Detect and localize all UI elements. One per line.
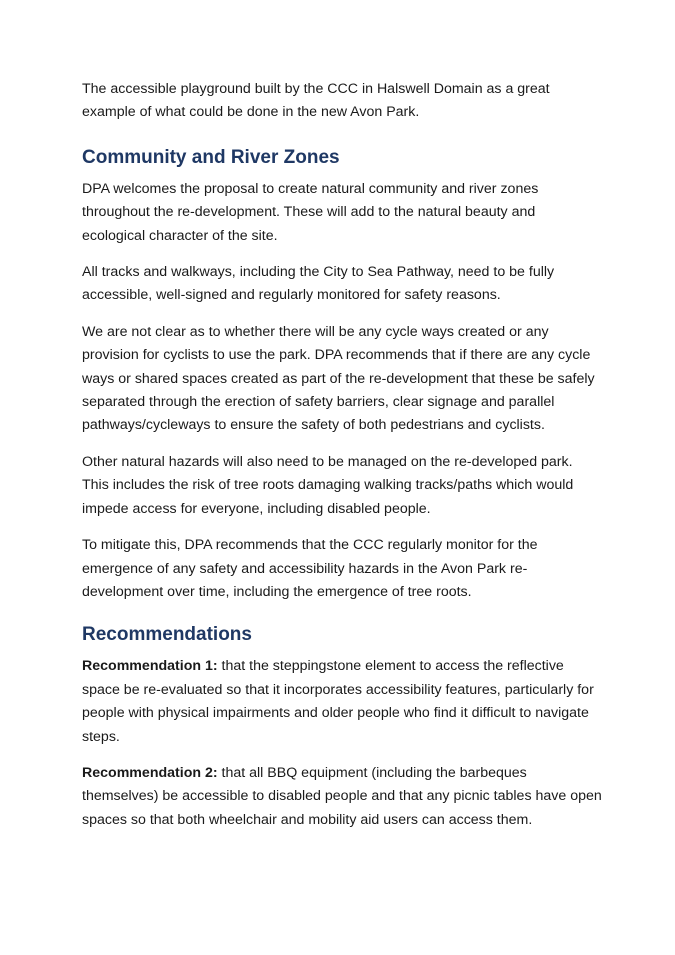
paragraph-cycle-ways: We are not clear as to whether there will be any cycle ways created or any provision for cyclists to use the park. DPA recommends that if there are any cycle ways or shared spaces created as part of the re-development that these be safely separated through the erection of safety barriers, clear signage and parallel pathways/cycleways to ensure the safety of both pedestrians and cyclists. [82,323,595,434]
intro-paragraph: The accessible playground built by the CCC in Halswell Domain as a great example of what could be done in the new Avon Park. [82,81,550,121]
paragraph-mitigation: To mitigate this, DPA recommends that the CCC regularly monitor for the emergence of any safety and accessibility hazards in the Avon Park re-development over time, including the emergence of tree roots. [82,537,538,600]
recommendation-1 [82,655,602,749]
paragraph-zones-proposal: DPA welcomes the proposal to create natural community and river zones throughout the re-development. These will add to the natural beauty and ecological character of the site. [82,180,539,244]
recommendation-2-label: Recommendation 2: [82,764,218,781]
document-page [82,78,602,845]
recommendation-2-text: that all BBQ equipment (including the barbeques themselves) be accessible to disabled people and that any picnic tables have open spaces so that both wheelchair and mobility aid users can access them. [82,764,602,828]
recommendation-1-label: Recommendation 1: [82,658,218,675]
paragraph-tracks-walkways: All tracks and walkways, including the City to Sea Pathway, need to be fully accessible, well-signed and regularly monitored for safety reasons. [82,264,555,304]
paragraph-natural-hazards: Other natural hazards will also need to be managed on the re-developed park. This includes the risk of tree roots damaging walking tracks/paths which would impede access for everyone, including disabled people. [82,453,574,517]
section-heading-community-river-zones: Community and River Zones [82,146,340,168]
recommendation-1-text: that the steppingstone element to access the reflective space be re-evaluated so that it incorporates accessibility features, particularly for people with physical impairments and older people who find it difficult to navigate steps. [82,658,594,745]
recommendation-2 [82,762,602,832]
section-heading-recommendations: Recommendations [82,624,252,646]
